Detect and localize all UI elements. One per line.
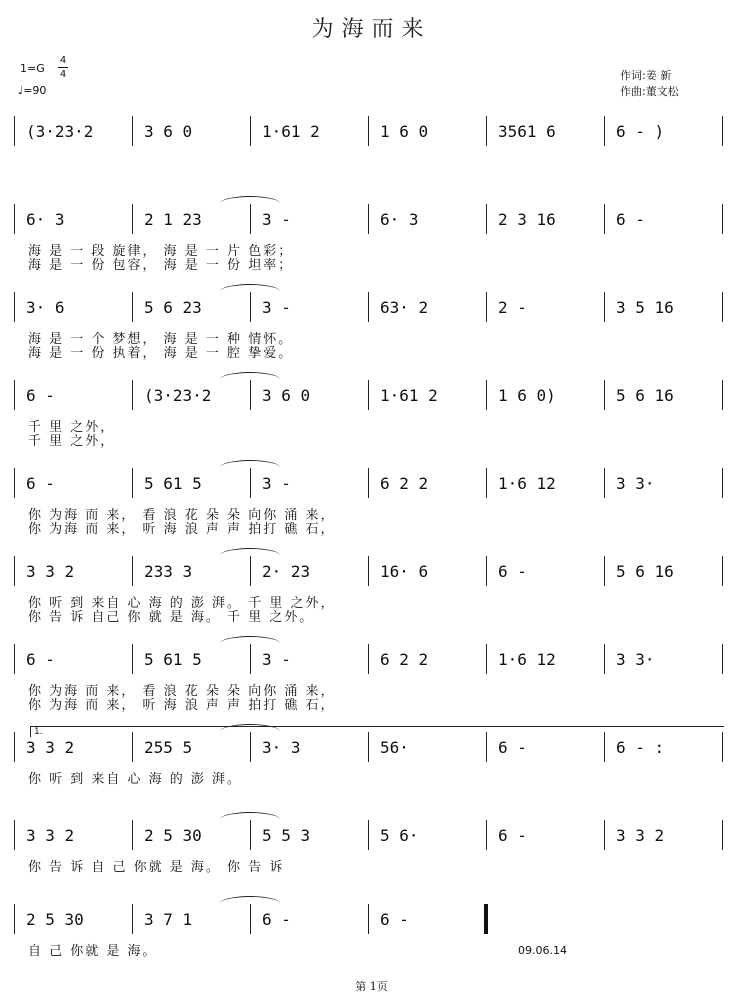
measure: 6 - : <box>616 738 665 757</box>
measure: 3561 6 <box>498 122 556 141</box>
lyric-line: 你 为海 而 来， 听 海 浪 声 声 拍打 礁 石， <box>28 522 336 537</box>
barline <box>14 116 15 146</box>
barline <box>722 380 723 410</box>
barline <box>14 556 15 586</box>
staff-system <box>0 474 743 544</box>
measure: 3 6 0 <box>262 386 311 405</box>
lyric-line: 千 里 之外， <box>28 420 116 435</box>
slur <box>220 372 280 387</box>
lyric-line: 你 告 诉 自 己 你就 是 海。 你 告 诉 <box>28 860 285 875</box>
barline <box>368 644 369 674</box>
barline <box>368 820 369 850</box>
lyric-line: 你 告 诉 自己 你 就 是 海。 千 里 之外。 <box>28 610 315 625</box>
measure: 5 61 5 <box>144 474 202 493</box>
barline <box>132 292 133 322</box>
barline <box>368 380 369 410</box>
measure: 56· <box>380 738 409 757</box>
measure: 3 - <box>262 298 291 317</box>
date: 09.06.14 <box>518 944 567 957</box>
slur <box>220 636 280 651</box>
slur <box>220 896 280 911</box>
measure: 5 5 3 <box>262 826 311 845</box>
measure: 2· 23 <box>262 562 311 581</box>
measure: 3 7 1 <box>144 910 193 929</box>
measure: 5 6 23 <box>144 298 202 317</box>
barline <box>368 292 369 322</box>
measure: 3 3· <box>616 650 655 669</box>
time-signature <box>58 54 68 81</box>
barline <box>486 116 487 146</box>
lyric-line: 海 是 一 个 梦想， 海 是 一 种 情怀。 <box>28 332 294 347</box>
barline <box>486 644 487 674</box>
barline <box>368 204 369 234</box>
barline <box>14 468 15 498</box>
measure: 3 3 2 <box>26 562 75 581</box>
barline <box>486 468 487 498</box>
lyric-line: 你 为海 而 来， 听 海 浪 声 声 拍打 礁 石， <box>28 698 336 713</box>
barline <box>14 820 15 850</box>
measure: 3· 6 <box>26 298 65 317</box>
barline <box>604 644 605 674</box>
lyric-line: 千 里 之外， <box>28 434 116 449</box>
measure: 2 1 23 <box>144 210 202 229</box>
measure: 6 - ) <box>616 122 665 141</box>
measure: 3 3· <box>616 474 655 493</box>
measure: 16· 6 <box>380 562 429 581</box>
staff-system <box>0 826 743 896</box>
measure: 6 - <box>262 910 291 929</box>
measure: 6 2 2 <box>380 650 429 669</box>
lyric-line: 海 是 一 段 旋律， 海 是 一 片 色彩； <box>28 244 294 259</box>
barline <box>486 380 487 410</box>
measure: 2 3 16 <box>498 210 556 229</box>
measure: 2 5 30 <box>26 910 84 929</box>
measure: 3 - <box>262 650 291 669</box>
measure: (3·23·2 <box>26 122 94 141</box>
measure: 1·61 2 <box>380 386 438 405</box>
measure: 3 3 2 <box>26 738 75 757</box>
barline <box>368 556 369 586</box>
measure: 6 - <box>26 650 55 669</box>
slur <box>220 460 280 475</box>
lyric-line: 你 听 到 来自 心 海 的 澎 湃。 <box>28 772 243 787</box>
measure: 6 - <box>26 386 55 405</box>
song-title: 为海而来 <box>311 17 432 42</box>
measure: 3 - <box>262 210 291 229</box>
barline <box>14 904 15 934</box>
barline <box>604 116 605 146</box>
lyric-line: 你 为海 而 来， 看 浪 花 朵 朵 向你 涌 来， <box>28 684 336 699</box>
staff-system <box>0 298 743 368</box>
staff-system <box>0 210 743 280</box>
barline <box>604 556 605 586</box>
barline <box>722 468 723 498</box>
barline <box>604 820 605 850</box>
credits <box>620 68 679 100</box>
measure: 255 5 <box>144 738 193 757</box>
time-signature-top: 4 <box>59 55 67 66</box>
measure: 6· 3 <box>380 210 419 229</box>
composer: 作曲:董文松 <box>620 85 679 98</box>
barline <box>132 904 133 934</box>
barline <box>722 556 723 586</box>
page-number: 第 1页 <box>355 980 388 993</box>
barline <box>14 732 15 762</box>
measure: 1 6 0 <box>380 122 429 141</box>
measure: 6 - <box>498 738 527 757</box>
measure: 1·6 12 <box>498 650 556 669</box>
barline <box>486 292 487 322</box>
lyric-line: 你 听 到 来自 心 海 的 澎 湃。 千 里 之外， <box>28 596 336 611</box>
staff-system <box>0 650 743 720</box>
measure: 1·61 2 <box>262 122 320 141</box>
barline <box>604 380 605 410</box>
barline <box>722 820 723 850</box>
final-barline <box>484 904 488 934</box>
measure: 6 - <box>616 210 645 229</box>
barline <box>14 204 15 234</box>
lyric-line: 自 己 你就 是 海。 <box>28 944 158 959</box>
measure: 2 - <box>498 298 527 317</box>
barline <box>604 468 605 498</box>
measure: 6 2 2 <box>380 474 429 493</box>
barline <box>722 116 723 146</box>
staff-system <box>0 910 743 980</box>
barline <box>132 644 133 674</box>
measure: 6 - <box>26 474 55 493</box>
measure: 6 - <box>380 910 409 929</box>
barline <box>486 556 487 586</box>
lyric-line: 海 是 一 份 执着， 海 是 一 腔 挚爱。 <box>28 346 294 361</box>
barline <box>604 204 605 234</box>
measure: 3 3 2 <box>616 826 665 845</box>
barline <box>368 904 369 934</box>
staff-system <box>0 386 743 456</box>
staff-system <box>0 122 743 192</box>
measure: 6 - <box>498 826 527 845</box>
lyricist: 作词:姜 新 <box>620 69 672 82</box>
staff-system <box>0 562 743 632</box>
measure: 233 3 <box>144 562 193 581</box>
barline <box>604 292 605 322</box>
measure: 5 61 5 <box>144 650 202 669</box>
barline <box>132 116 133 146</box>
measure: 3 5 16 <box>616 298 674 317</box>
barline <box>132 820 133 850</box>
staff-system <box>0 727 743 808</box>
measure: 5 6· <box>380 826 419 845</box>
slur <box>220 812 280 827</box>
barline <box>132 468 133 498</box>
barline <box>486 820 487 850</box>
barline <box>132 204 133 234</box>
barline <box>14 644 15 674</box>
measure: 2 5 30 <box>144 826 202 845</box>
measure: 6 - <box>498 562 527 581</box>
barline <box>368 468 369 498</box>
barline <box>250 116 251 146</box>
measure: 1·6 12 <box>498 474 556 493</box>
barline <box>14 292 15 322</box>
key-signature: 1=G <box>20 62 45 75</box>
slur <box>220 724 280 739</box>
barline <box>486 204 487 234</box>
measure: 1 6 0) <box>498 386 556 405</box>
barline <box>722 644 723 674</box>
slur <box>220 284 280 299</box>
measure: 6· 3 <box>26 210 65 229</box>
lyric-line: 海 是 一 份 包容， 海 是 一 份 坦率； <box>28 258 294 273</box>
tempo-marking: ♩=90 <box>18 84 47 97</box>
volta-bracket: 1. <box>30 726 724 737</box>
barline <box>132 380 133 410</box>
measure: 3· 3 <box>262 738 301 757</box>
time-signature-bottom: 4 <box>59 69 67 80</box>
measure: 3 6 0 <box>144 122 193 141</box>
measure: 5 6 16 <box>616 386 674 405</box>
barline <box>132 556 133 586</box>
measure: (3·23·2 <box>144 386 212 405</box>
measure: 3 - <box>262 474 291 493</box>
barline <box>14 380 15 410</box>
slur <box>220 548 280 563</box>
barline <box>722 292 723 322</box>
measure: 3 3 2 <box>26 826 75 845</box>
lyric-line: 你 为海 而 来， 看 浪 花 朵 朵 向你 涌 来， <box>28 508 336 523</box>
measure: 5 6 16 <box>616 562 674 581</box>
measure: 63· 2 <box>380 298 429 317</box>
barline <box>368 116 369 146</box>
slur <box>220 196 280 211</box>
barline <box>722 204 723 234</box>
